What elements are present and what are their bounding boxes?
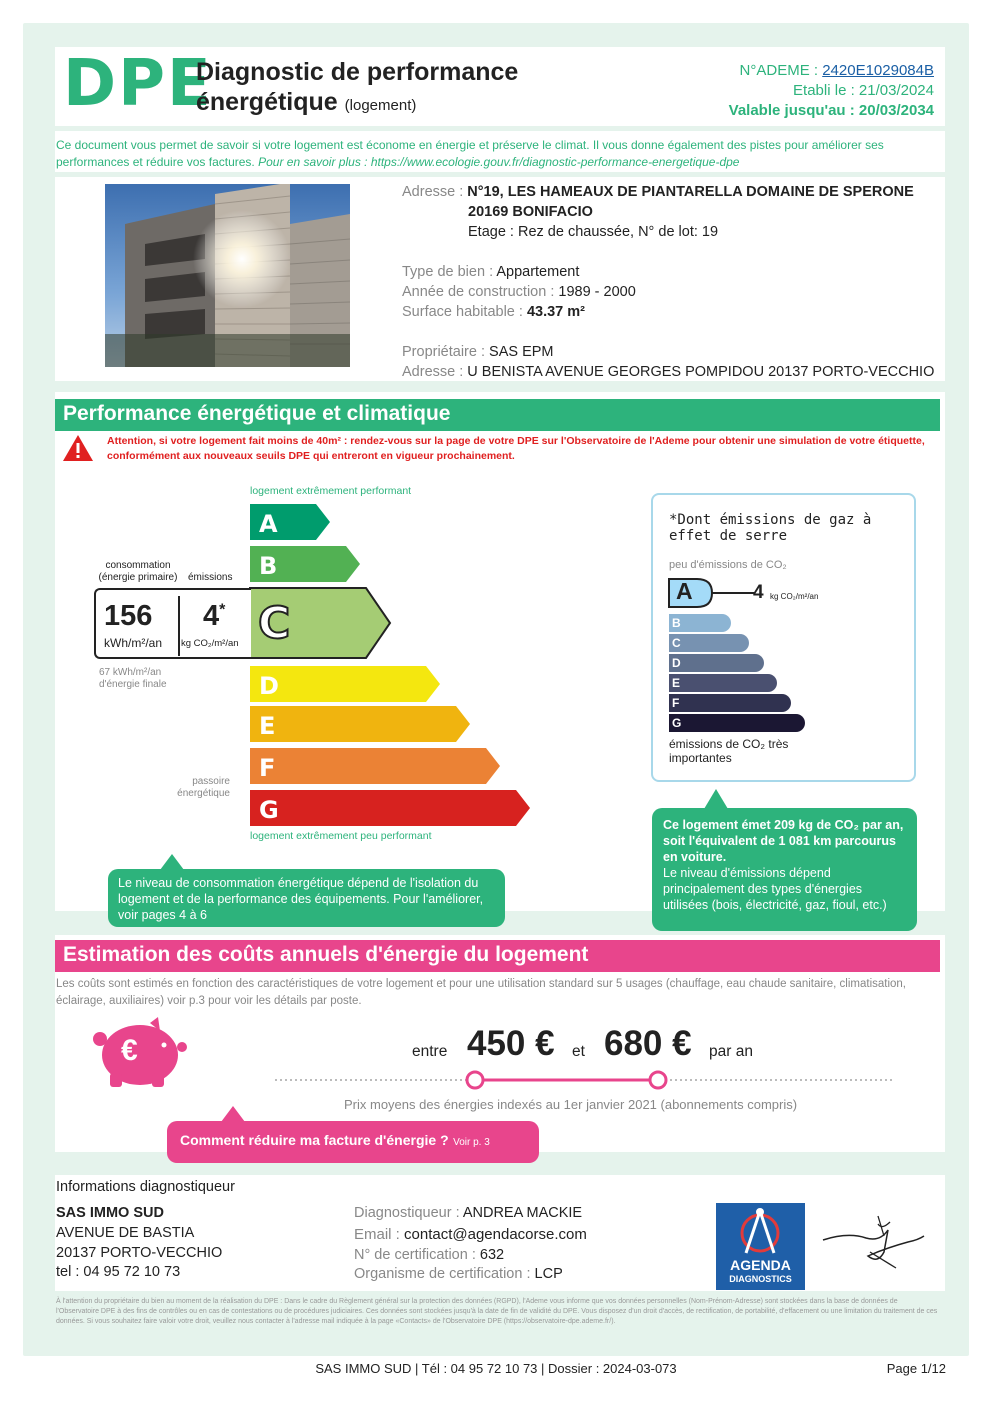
owner-label: Propriétaire : [402,344,490,360]
euro-symbol: € [121,1034,138,1067]
property-surface [402,304,585,320]
bubble-pointer-cost [221,1106,245,1122]
ghg-grade-bar-d: D [669,654,764,672]
cost-high: 680 € [604,1024,692,1063]
logo-line1: AGENDA [730,1257,791,1273]
property-type [402,264,579,280]
energy-grade-bar-e [250,706,470,742]
signature [818,1212,928,1272]
consumption-unit: kWh/m²/an [104,636,163,650]
performance-section-title: Performance énergétique et climatique [55,399,940,431]
document-title-line1: Diagnostic de performance [196,58,519,86]
owner-value: SAS EPM [489,344,554,360]
ghg-current-unit: kg CO₂/m²/an [770,592,819,601]
org-value: LCP [534,1266,563,1282]
ghg-grade-bar-f: F [669,694,791,712]
name-label: Diagnostiqueur : [354,1205,463,1221]
energy-scale [245,500,545,830]
ghg-grade-bar-c: C [669,634,749,652]
consumption-divider [178,596,180,656]
energy-grade-letter-c: C [258,598,291,649]
energy-info-bubble: Le niveau de consommation énergétique dépend de l'isolation du logement et de la performance des équipements. Pour l'améliorer, voir pages 4 à 6 [108,869,505,927]
energy-grade-letter-f: F [259,754,276,782]
cert-label: N° de certification : [354,1247,480,1263]
energy-grade-letter-a: A [259,510,278,538]
final-energy: 67 kWh/m²/an d'énergie finale [99,667,167,690]
between-label: entre [412,1043,448,1060]
property-address-line2 [468,204,593,220]
intro-text [56,137,936,171]
energy-grade-bar-g [250,790,530,826]
energy-grade-letter-e: E [259,712,276,740]
consumption-value: 156 [104,600,153,632]
ghg-high-label: émissions de CO₂ très importantes [669,737,789,765]
surface-label: Surface habitable : [402,304,527,320]
scale-top-label: logement extrêmement performant [250,485,412,497]
company-street: AVENUE DE BASTIA [56,1225,195,1241]
surface-value: 43.37 m² [526,304,585,320]
property-address-line1 [402,184,914,200]
agenda-logo [716,1203,805,1290]
page-number: Page 1/12 [886,1361,946,1376]
compass-icon [716,1203,805,1261]
valid-until-date: Valable jusqu'au : 20/03/2034 [728,102,934,119]
company-phone: tel : 04 95 72 10 73 [56,1264,181,1280]
energy-grade-letter-d: D [259,672,279,700]
ademe-number-link[interactable]: 2420E1029084B [822,62,934,79]
warning-icon [62,434,94,467]
ghg-info-bubble [652,808,917,931]
title-suffix: (logement) [344,97,417,114]
ghg-bubble-text: Le niveau d'émissions dépend principalement des types d'énergies utilisées (bois, électricité, gaz, fioul, etc.) [663,866,887,912]
title-word: énergétique [196,88,338,116]
per-year-label: par an [709,1043,753,1060]
emissions-label: émissions [188,572,233,583]
cost-low: 450 € [467,1024,555,1063]
property-owner [402,344,554,360]
dpe-logo: DPE [63,47,213,121]
reduce-bill-label: Comment réduire ma facture d'énergie ? [180,1132,449,1148]
email-label: Email : [354,1226,405,1243]
certification-org [354,1266,563,1282]
cost-range-scale [272,1068,897,1092]
emission-unit: kg CO₂/m²/an [181,638,239,649]
costs-description: Les coûts sont estimés en fonction des caractéristiques de votre logement et pour une utilisation standard sur 5 usages (chauffage, eau chaude sanitaire, climatisation, éclairage, auxiliaires) voir p.3 pour voir les détails par poste. [56,978,907,1007]
ademe-label: N°ADEME : [739,62,823,79]
emission-star: * [219,601,226,619]
diagnostician-email [354,1226,587,1243]
energy-grade-bar-f [250,748,500,784]
energy-grade-letter-b: B [259,552,278,580]
owner-address [402,364,934,380]
diagnostician-name [354,1205,582,1221]
year-value: 1989 - 2000 [558,284,636,300]
and-label: et [572,1043,585,1060]
ghg-current-grade: A [676,578,693,604]
warning-text: Attention, si votre logement fait moins de 40m² : rendez-vous sur la page de votre DPE sur l'Observatoire de l'Ademe pour obtenir une simulation de votre étiquette, conformément aux nouveaux seuils DPE qui entreront en vigueur prochainement. [107,435,925,462]
bubble-pointer-energy [160,854,184,870]
consumption-label: consommation (énergie primaire) [98,560,178,583]
emission-value [203,600,225,633]
ghg-grade-bar-e: E [669,674,777,692]
page-footer: SAS IMMO SUD | Tél : 04 95 72 10 73 | Dossier : 2024-03-073 [315,1361,677,1376]
property-photo [105,184,350,367]
address-city: 20169 BONIFACIO [468,204,593,220]
etabli-date: Etabli le : 21/03/2024 [793,82,934,99]
piggy-bank-icon [88,1017,188,1089]
ghg-grade-bar-g: G [669,714,805,732]
logo-line2: DIAGNOSTICS [729,1274,792,1284]
prices-note: Prix moyens des énergies indexés au 1er janvier 2021 (abonnements compris) [344,1097,798,1112]
scale-bottom-label: logement extrêmement peu performant [250,830,432,842]
ghg-title: *Dont émissions de gaz à effet de serre [669,512,872,544]
name-value: ANDREA MACKIE [462,1205,583,1221]
company-city: 20137 PORTO-VECCHIO [56,1245,223,1261]
document-title-line2 [196,88,416,117]
ghg-grade-bar-b: B [669,614,731,632]
certification-number [354,1247,504,1263]
passoire-label: passoire énergétique [177,776,230,799]
owner-address-value: U BENISTA AVENUE GEORGES POMPIDOU 20137 PORTO-VECCHIO [467,364,935,380]
ghg-low-label: peu d'émissions de CO₂ [669,559,787,571]
email-value[interactable]: contact@agendacorse.com [404,1226,587,1243]
org-label: Organisme de certification : [354,1266,535,1282]
bubble-pointer-ghg [704,789,728,809]
reduce-bill-bubble[interactable] [167,1121,539,1163]
owner-address-label: Adresse : [402,364,468,380]
reduce-bill-see: Voir p. 3 [453,1137,490,1148]
cert-value: 632 [479,1247,505,1263]
type-label: Type de bien : [402,264,497,280]
year-label: Année de construction : [402,284,559,300]
intro-body: Ce document vous permet de savoir si votre logement est économe en énergie et préserve le climat. Il vous donne également des pistes pour améliorer ses performances et réduire vos factures. [56,138,884,169]
diagnostician-title: Informations diagnostiqueur [56,1179,235,1195]
ghg-current-value: 4 [753,582,764,603]
address-label: Adresse : [402,184,468,200]
property-floor: Etage : Rez de chaussée, N° de lot: 19 [468,224,719,240]
intro-more-link[interactable]: Pour en savoir plus : https://www.ecologie.gouv.fr/diagnostic-performance-energetique-dpe [258,155,740,169]
ademe-info [729,61,934,121]
address-value: N°19, LES HAMEAUX DE PIANTARELLA DOMAINE DE SPERONE [467,184,914,200]
building-photo-illustration [105,184,350,367]
emission-number: 4 [203,600,220,632]
property-year [402,284,636,300]
type-value: Appartement [496,264,580,280]
energy-grade-letter-g: G [259,796,279,824]
legal-notice: À l'attention du propriétaire du bien au moment de la réalisation du DPE : Dans le cadre du Règlement général sur la protection des données (RGPD), l'Ademe vous informe que vos données personnelles (Nom-Prénom-Adresse) sont stockées dans la base de données de l'Observatoire DPE à des fins de contrôles ou en cas de contestations ou de procédures judiciaires. Ces données sont stockées jusqu'à la date de fin de validité du DPE. Vous disposez d'un droit d'accès, de rectification, de portabilité, d'effacement ou une limitation du traitement de ces données. Si vous souhaitez faire valoir votre droit, veuillez nous contacter à l'adresse mail indiquée à la page «Contacts» de l'Observatoire DPE (https://observatoire-dpe.ademe.fr/). [56,1298,938,1325]
costs-section-title: Estimation des coûts annuels d'énergie du logement [55,940,940,972]
company-name: SAS IMMO SUD [56,1205,164,1221]
ghg-bubble-bold: Ce logement émet 209 kg de CO₂ par an, soit l'équivalent de 1 081 km parcourus en voiture. [663,818,904,864]
